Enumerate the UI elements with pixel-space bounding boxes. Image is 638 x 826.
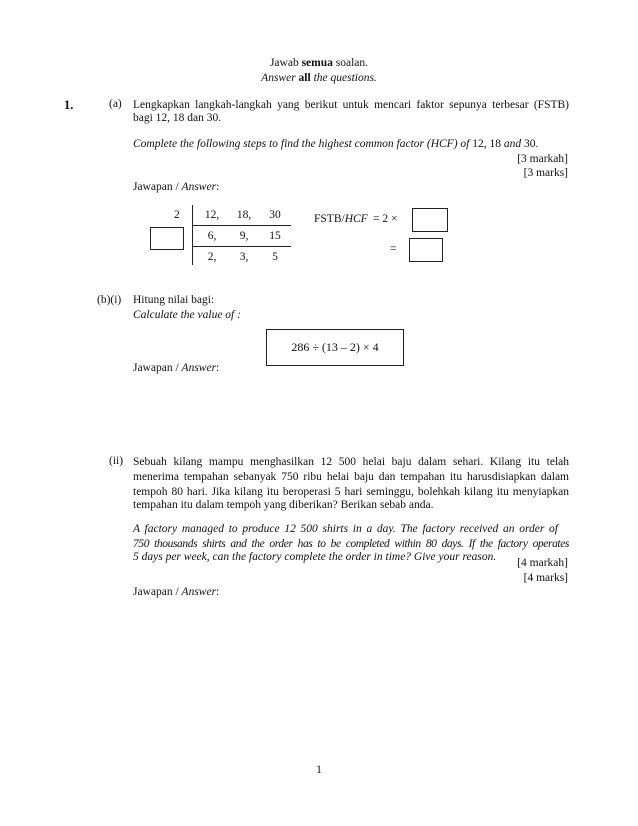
part-bi-answer-colon: : xyxy=(216,362,220,374)
part-a-answer-english: Answer xyxy=(181,181,217,193)
part-a-answer-label xyxy=(133,181,219,193)
instruction-english-post: the questions. xyxy=(310,72,377,84)
ladder-r1-c3: 30 xyxy=(269,209,281,221)
part-a-answer-malay: Jawapan / xyxy=(133,181,182,193)
part-bii-marks-malay: [4 markah] xyxy=(517,557,568,569)
hcf-result-box[interactable] xyxy=(409,238,443,262)
part-bii-malay-line3: tempoh 80 hari. Jika kilang itu beroperasi 5 hari seminggu, bolehkah kilang itu menyiapkan xyxy=(133,486,569,498)
part-bii-answer-label xyxy=(133,586,219,598)
part-bii-malay-line1: Sebuah kilang mampu menghasilkan 12 500 helai baju dalam sehari. Kilang itu telah xyxy=(133,456,569,468)
hcf-equals: = xyxy=(390,243,397,255)
expression-text: 286 ÷ (13 – 2) × 4 xyxy=(291,340,379,354)
part-bii-malay-line4: tempahan itu dalam tempoh yang diberikan? Berikan sebab anda. xyxy=(133,499,434,511)
instruction-english-pre: Answer xyxy=(261,72,299,84)
part-bi-malay: Hitung nilai bagi: xyxy=(133,294,215,306)
part-bii-marks-english: [4 marks] xyxy=(523,572,568,584)
part-a-malay-line1: Lengkapkan langkah-langkah yang berikut untuk mencari faktor sepunya terbesar (FSTB) xyxy=(133,99,569,111)
part-bii-answer-malay: Jawapan / xyxy=(133,586,182,598)
part-a-label: (a) xyxy=(109,98,122,110)
part-bii-english-line3: 5 days per week, can the factory complete the order in time? Give your reason. xyxy=(133,551,497,563)
part-bii-english-line2: 750 thousands shirts and the order has to be completed within 80 days. If the factory operates xyxy=(133,538,569,550)
part-bi-answer-english: Answer xyxy=(181,362,217,374)
part-bii-english-line1: A factory managed to produce 12 500 shirts in a day. The factory received an order of xyxy=(133,523,558,535)
ladder-vertical-line xyxy=(192,205,193,265)
ladder-r3-c2: 3, xyxy=(239,251,249,263)
fstb-hcf-label xyxy=(314,213,368,225)
part-a-english-end: 30. xyxy=(523,138,539,150)
ladder-r2-c1: 6, xyxy=(207,230,217,242)
part-a-english-hcf: HCF xyxy=(430,138,454,150)
instruction-malay-bold: semua xyxy=(301,57,333,69)
part-a-marks-english: [3 marks] xyxy=(523,167,568,179)
part-a-marks-malay: [3 markah] xyxy=(517,153,568,165)
instruction-malay-pre: Jawab xyxy=(269,57,302,69)
hcf-equals-times: = 2 × xyxy=(373,213,398,225)
instruction-english xyxy=(0,72,638,84)
question-number: 1. xyxy=(64,98,74,112)
part-bii-label: (ii) xyxy=(109,455,124,467)
ladder-line-2 xyxy=(193,246,291,247)
ladder-r1-c2: 18, xyxy=(236,209,252,221)
ladder-divisor: 2 xyxy=(174,209,180,221)
part-a-answer-colon: : xyxy=(216,181,220,193)
part-bii-answer-english: Answer xyxy=(181,586,217,598)
ladder-line-1 xyxy=(193,225,291,226)
page-number: 1 xyxy=(316,764,322,776)
part-a-malay-line2: bagi 12, 18 dan 30. xyxy=(133,112,222,124)
part-bi-label: (b)(i) xyxy=(97,294,122,306)
hcf-label: HCF xyxy=(344,213,368,225)
part-bi-english: Calculate the value of : xyxy=(133,309,241,321)
ladder-r2-c2: 9, xyxy=(239,230,249,242)
part-bii-answer-colon: : xyxy=(216,586,220,598)
part-bii-malay-line2: menerima tempahan sebanyak 750 ribu helai baju dan tempahan itu harusdisiapkan dalam xyxy=(133,471,569,483)
part-bi-answer-label xyxy=(133,362,219,374)
part-bi-answer-malay: Jawapan / xyxy=(133,362,182,374)
instruction-malay-post: soalan. xyxy=(332,57,369,69)
divisor-answer-box[interactable] xyxy=(150,227,184,250)
part-a-english xyxy=(133,138,538,150)
ladder-r3-c3: 5 xyxy=(272,251,278,263)
hcf-factor-box[interactable] xyxy=(412,208,448,232)
instruction-english-bold: all xyxy=(298,72,311,84)
ladder-r2-c3: 15 xyxy=(269,230,281,242)
part-a-english-and: and xyxy=(500,138,524,150)
ladder-r1-c1: 12, xyxy=(204,209,220,221)
instruction-malay xyxy=(0,57,638,69)
part-a-english-pre: Complete the following steps to find the highest common factor ( xyxy=(133,138,431,150)
ladder-r3-c1: 2, xyxy=(207,251,217,263)
part-a-english-mid: ) of xyxy=(453,138,473,150)
fstb-label: FSTB/ xyxy=(314,213,345,225)
part-a-english-nums: 12, 18 xyxy=(472,138,501,150)
